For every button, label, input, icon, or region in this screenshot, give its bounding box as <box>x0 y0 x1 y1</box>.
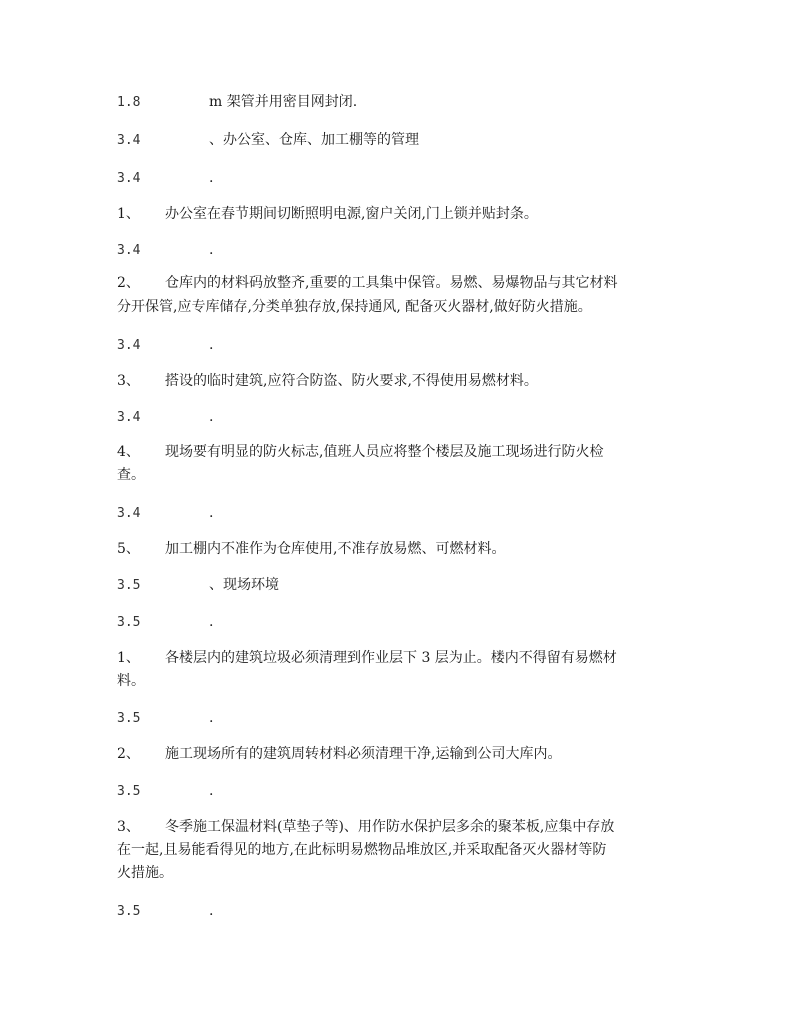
list-item <box>117 537 505 561</box>
section-heading <box>117 128 419 153</box>
text-line <box>117 238 213 263</box>
line-text: 料。 <box>117 673 145 689</box>
list-item <box>117 742 561 766</box>
line-text: 加工棚内不准作为仓库使用,不准存放易燃、可燃材料。 <box>165 541 506 557</box>
line-text: . <box>209 170 214 186</box>
text-line <box>117 610 213 635</box>
section-number: 3.4 <box>117 243 141 258</box>
line-text: 分开保管,应专库储存,分类单独存放,保持通风, 配备灭火器材,做好防火措施。 <box>117 299 592 315</box>
section-number: 3.5 <box>117 784 141 799</box>
text-line <box>117 166 213 191</box>
list-item <box>117 271 617 295</box>
line-text: 、现场环境 <box>209 577 279 593</box>
line-text: 搭设的临时建筑,应符合防盗、防火要求,不得使用易燃材料。 <box>165 373 538 389</box>
line-text: . <box>209 409 214 425</box>
line-text: . <box>209 337 214 353</box>
list-item-continuation <box>117 463 145 487</box>
line-text: 办公室在春节期间切断照明电源,窗户关闭,门上锁并贴封条。 <box>165 206 538 222</box>
line-text: 仓库内的材料码放整齐,重要的工具集中保管。易燃、易爆物品与其它材料 <box>165 275 618 291</box>
line-text: . <box>209 614 214 630</box>
section-number: 3.4 <box>117 338 141 353</box>
line-text: 查。 <box>117 467 145 483</box>
section-number: 3.4 <box>117 410 141 425</box>
section-number: 3.4 <box>117 506 141 521</box>
text-line <box>117 779 213 804</box>
section-number: 3.5 <box>117 578 141 593</box>
list-item <box>117 815 614 839</box>
item-number: 2、 <box>117 746 140 762</box>
list-item-continuation <box>117 861 173 885</box>
line-text: 火措施。 <box>117 865 173 881</box>
item-number: 1、 <box>117 650 140 666</box>
list-item-continuation <box>117 669 145 693</box>
line-text: 冬季施工保温材料(草垫子等)、用作防水保护层多余的聚苯板,应集中存放 <box>165 819 615 835</box>
list-item <box>117 369 538 393</box>
section-number: 3.4 <box>117 171 141 186</box>
item-number: 3、 <box>117 373 140 389</box>
section-number: 1.8 <box>117 95 141 110</box>
line-text: 现场要有明显的防火标志,值班人员应将整个楼层及施工现场进行防火检 <box>165 444 604 460</box>
list-item-continuation <box>117 838 606 862</box>
section-number: 3.5 <box>117 711 141 726</box>
line-text: . <box>209 783 214 799</box>
list-item <box>117 646 617 670</box>
line-text: 施工现场所有的建筑周转材料必须清理干净,运输到公司大库内。 <box>165 746 562 762</box>
line-text: m 架管并用密目网封闭. <box>209 94 358 110</box>
text-line <box>117 706 213 731</box>
section-number: 3.5 <box>117 904 141 919</box>
line-text: . <box>209 242 214 258</box>
list-item <box>117 202 538 226</box>
text-line <box>117 899 213 924</box>
line-text: . <box>209 710 214 726</box>
line-text: 、办公室、仓库、加工棚等的管理 <box>209 132 419 148</box>
text-line <box>117 501 213 526</box>
item-number: 3、 <box>117 819 140 835</box>
item-number: 1、 <box>117 206 140 222</box>
line-text: . <box>209 903 214 919</box>
item-number: 2、 <box>117 275 140 291</box>
list-item <box>117 440 603 464</box>
section-number: 3.5 <box>117 615 141 630</box>
text-line <box>117 90 357 115</box>
text-line <box>117 333 213 358</box>
item-number: 4、 <box>117 444 140 460</box>
section-number: 3.4 <box>117 133 141 148</box>
text-line <box>117 405 213 430</box>
section-heading <box>117 573 279 598</box>
line-text: 各楼层内的建筑垃圾必须清理到作业层下 3 层为止。楼内不得留有易燃材 <box>165 650 617 666</box>
list-item-continuation <box>117 295 592 319</box>
line-text: 在一起,且易能看得见的地方,在此标明易燃物品堆放区,并采取配备灭火器材等防 <box>117 842 607 858</box>
item-number: 5、 <box>117 541 140 557</box>
line-text: . <box>209 505 214 521</box>
